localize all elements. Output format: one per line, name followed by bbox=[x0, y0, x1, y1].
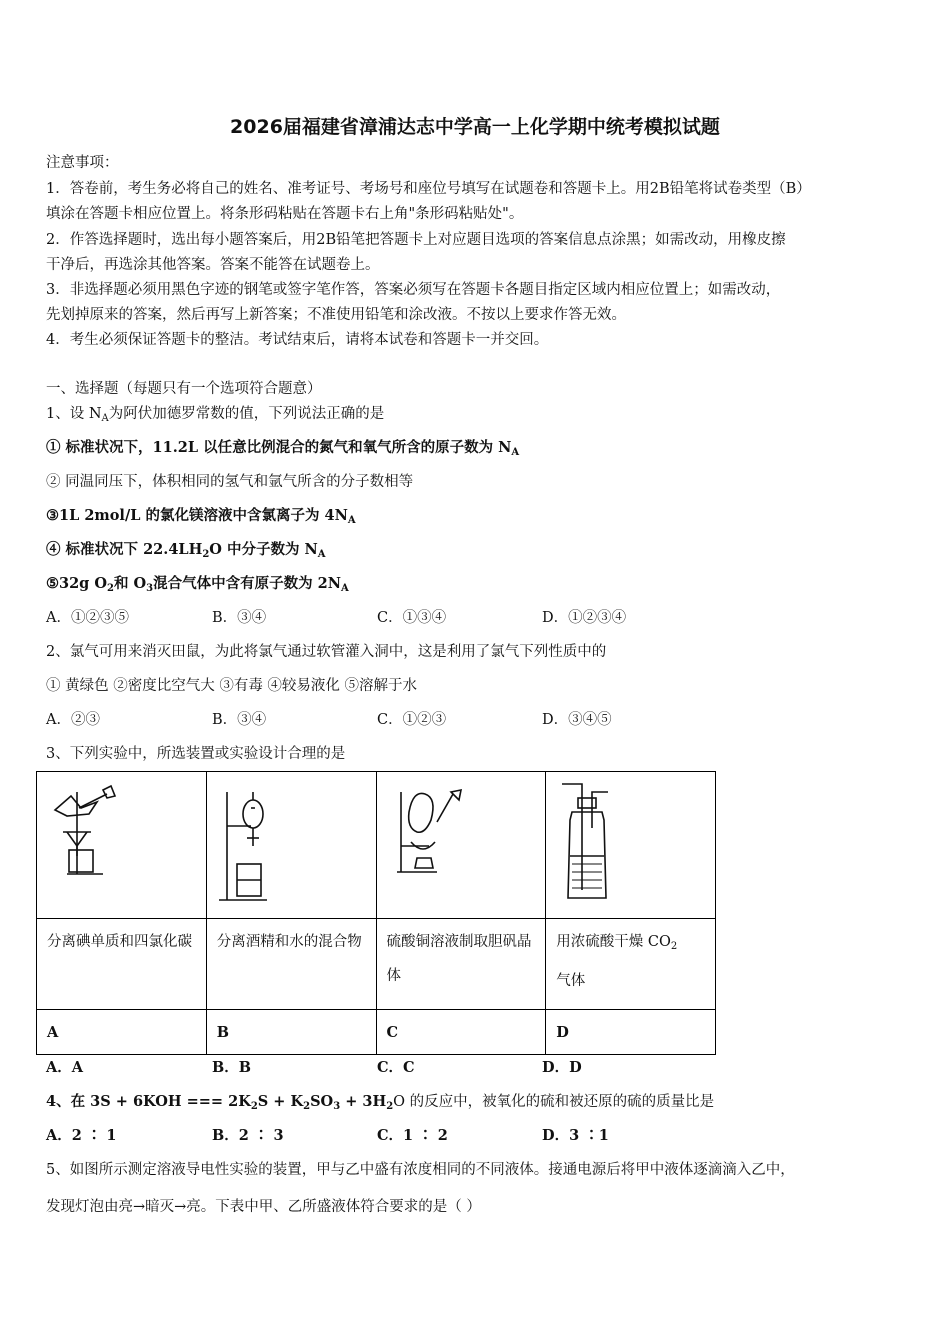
apparatus-a-description: 分离碘单质和四氯化碳 bbox=[37, 919, 207, 1010]
q1-statement-4: ④ 标准状况下 $22.4LH_2O$ 中分子数为 $N_A$ bbox=[46, 541, 326, 560]
section-heading: 一、选择题（每题只有一个选项符合题意） bbox=[46, 381, 322, 397]
q4-option-b[interactable]: B．2 ∶ 3 bbox=[212, 1127, 284, 1144]
q2-option-a[interactable]: A．②③ bbox=[46, 712, 100, 728]
q3-stem: 3、下列实验中，所选装置或实验设计合理的是 bbox=[46, 746, 346, 762]
q1-option-b[interactable]: B．③④ bbox=[212, 610, 267, 626]
page-title: 2026届福建省漳浦达志中学高一上化学期中统考模拟试题 bbox=[230, 116, 720, 138]
apparatus-b-description: 分离酒精和水的混合物 bbox=[206, 919, 376, 1010]
apparatus-b-label: B bbox=[206, 1010, 376, 1055]
q1-statement-3: ③1L 2mol/L 的氯化镁溶液中含氯离子为 $4N_A$ bbox=[46, 507, 356, 526]
q4-option-a[interactable]: A．2 ∶ 1 bbox=[46, 1127, 117, 1144]
q1-option-d[interactable]: D．①②③④ bbox=[542, 610, 627, 626]
q1-statement-1: ① 标准状况下，11.2L 以任意比例混合的氮气和氧气所含的原子数为 $N_A$ bbox=[46, 439, 520, 458]
evaporation-apparatus-icon bbox=[377, 772, 546, 918]
q1-option-a[interactable]: A．①②③⑤ bbox=[46, 610, 129, 626]
q4-option-c[interactable]: C．1 ∶ 2 bbox=[377, 1127, 448, 1144]
q2-option-d[interactable]: D．③④⑤ bbox=[542, 712, 612, 728]
apparatus-c-cell bbox=[376, 772, 546, 919]
gas-washing-bottle-icon bbox=[546, 772, 715, 918]
apparatus-d-cell bbox=[546, 772, 716, 919]
q2-stem: 2、氯气可用来消灭田鼠，为此将氯气通过软管灌入洞中，这是利用了氯气下列性质中的 bbox=[46, 644, 607, 660]
notice-line: 4．考生必须保证答题卡的整洁。考试结束后，请将本试卷和答题卡一并交回。 bbox=[46, 332, 549, 348]
notice-line: 3．非选择题必须用黑色字迹的钢笔或签字笔作答，答案必须写在答题卡各题目指定区域内相应位置上；如需改动， bbox=[46, 282, 781, 298]
q5-stem-line-1: 5、如图所示测定溶液导电性实验的装置，甲与乙中盛有浓度相同的不同液体。接通电源后将甲中液体逐滴滴入乙中， bbox=[46, 1162, 795, 1178]
filtration-apparatus-icon bbox=[37, 772, 206, 918]
notice-line: 干净后，再选涂其他答案。答案不能答在试题卷上。 bbox=[46, 257, 380, 273]
apparatus-d-description: 用浓硫酸干燥 $CO_2$ 气体 bbox=[546, 919, 716, 1010]
q5-stem-line-2: 发现灯泡由亮→暗灭→亮。下表中甲、乙所盛液体符合要求的是（ ） bbox=[46, 1199, 481, 1215]
q4-option-d[interactable]: D．3 ∶1 bbox=[542, 1127, 609, 1144]
q1-statement-2: ② 同温同压下，体积相同的氢气和氩气所含的分子数相等 bbox=[46, 474, 414, 490]
q3-option-c[interactable]: C．C bbox=[377, 1059, 415, 1076]
q3-apparatus-table bbox=[36, 771, 716, 1055]
apparatus-d-label: D bbox=[546, 1010, 716, 1055]
q3-option-b[interactable]: B．B bbox=[212, 1059, 252, 1076]
apparatus-b-cell bbox=[206, 772, 376, 919]
notice-heading: 注意事项： bbox=[46, 155, 119, 171]
notice-line: 2．作答选择题时，选出每小题答案后，用2B铅笔把答题卡上对应题目选项的答案信息点涂黑；如需改动，用橡皮擦 bbox=[46, 232, 786, 248]
apparatus-a-cell bbox=[37, 772, 207, 919]
q2-properties: ① 黄绿色 ②密度比空气大 ③有毒 ④较易液化 ⑤溶解于水 bbox=[46, 678, 418, 694]
q1-option-c[interactable]: C．①③④ bbox=[377, 610, 447, 626]
q2-option-b[interactable]: B．③④ bbox=[212, 712, 267, 728]
notice-line: 填涂在答题卡相应位置上。将条形码粘贴在答题卡右上角"条形码粘贴处"。 bbox=[46, 206, 524, 222]
q1-statement-5: ⑤32g $O_2$和 $O_3$混合气体中含有原子数为 $2N_A$ bbox=[46, 575, 349, 594]
q1-stem: 1、设 $N_A$为阿伏加德罗常数的值，下列说法正确的是 bbox=[46, 406, 385, 424]
separatory-funnel-icon bbox=[207, 772, 376, 918]
apparatus-c-label: C bbox=[376, 1010, 546, 1055]
apparatus-a-label: A bbox=[37, 1010, 207, 1055]
notice-line: 先划掉原来的答案，然后再写上新答案；不准使用铅笔和涂改液。不按以上要求作答无效。 bbox=[46, 307, 626, 323]
q3-option-d[interactable]: D．D bbox=[542, 1059, 582, 1076]
q4-stem: 4、在 3S + 6KOH === $2K_2S + K_2SO_3 + 3H_2O$ 的反应中，被氧化的硫和被还原的硫的质量比是 bbox=[46, 1093, 715, 1112]
apparatus-c-description: 硫酸铜溶液制取胆矾晶体 bbox=[376, 919, 546, 1010]
notice-line: 1．答卷前，考生务必将自己的姓名、准考证号、考场号和座位号填写在试题卷和答题卡上。用2B铅笔将试卷类型（B） bbox=[46, 181, 811, 197]
q2-option-c[interactable]: C．①②③ bbox=[377, 712, 447, 728]
q3-option-a[interactable]: A．A bbox=[46, 1059, 84, 1076]
